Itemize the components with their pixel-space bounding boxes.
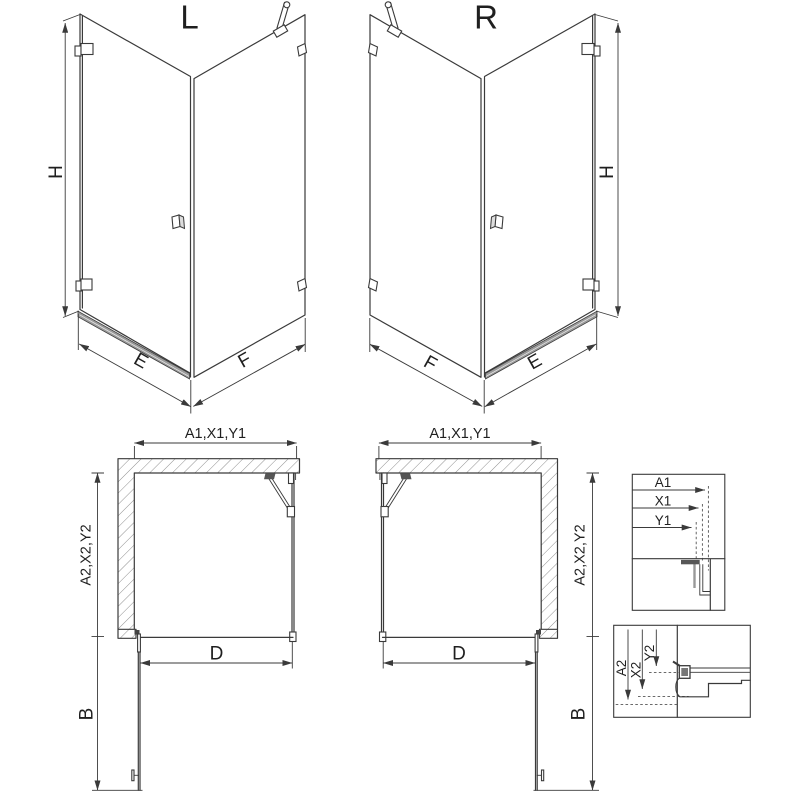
dim-opening bbox=[140, 642, 292, 669]
detail-frame bbox=[632, 474, 725, 610]
hinge-bottom bbox=[583, 279, 599, 291]
plan-view-right bbox=[376, 426, 599, 791]
dim-opening bbox=[383, 642, 535, 669]
dim-f-label: F bbox=[419, 351, 441, 376]
door-profile bbox=[138, 634, 141, 652]
support-bar bbox=[385, 2, 402, 37]
dim-opening-label: D bbox=[209, 643, 224, 665]
dim-depth-label: A2,X2,Y2 bbox=[78, 524, 95, 586]
glass-panels-outline bbox=[370, 14, 595, 377]
wall-end-cap bbox=[540, 629, 558, 638]
wall-section-lines bbox=[632, 559, 725, 611]
plan-view-left bbox=[77, 426, 300, 791]
dim-depth bbox=[79, 473, 105, 636]
dim-door-label: B bbox=[568, 707, 590, 721]
fixed-panel bbox=[382, 473, 384, 633]
tray-section bbox=[673, 662, 750, 697]
wall-end-cap bbox=[118, 629, 136, 638]
door-handle bbox=[172, 215, 185, 229]
dim-opening-label: D bbox=[452, 643, 466, 665]
door-hinge-block bbox=[380, 632, 386, 642]
a1-label: A1 bbox=[654, 475, 672, 490]
variant-label-right: R bbox=[474, 0, 498, 36]
y1-label: Y1 bbox=[654, 513, 672, 528]
iso-view-left bbox=[46, 0, 307, 414]
dim-f-label: F bbox=[234, 348, 256, 373]
dim-height-right bbox=[595, 15, 618, 318]
open-door-glass bbox=[536, 652, 538, 790]
door-profile bbox=[535, 634, 538, 652]
dim-door-swing bbox=[77, 636, 143, 790]
dim-width bbox=[379, 426, 541, 459]
dim-e-label: E bbox=[130, 348, 152, 374]
y2-label: Y2 bbox=[642, 644, 658, 662]
dim-width-right bbox=[370, 314, 597, 414]
door-handle bbox=[491, 215, 504, 229]
a2-label: A2 bbox=[613, 659, 629, 677]
dim-width-left bbox=[78, 314, 305, 414]
variant-label-left: L bbox=[180, 0, 199, 36]
dim-depth bbox=[573, 473, 600, 636]
dim-width-label: A1,X1,Y1 bbox=[429, 425, 491, 442]
hinge-top bbox=[75, 44, 93, 57]
wall-outline bbox=[376, 459, 558, 639]
hinge-bottom bbox=[76, 279, 92, 291]
glass-panels-outline bbox=[80, 14, 305, 377]
dim-width-label: A1,X1,Y1 bbox=[184, 425, 247, 442]
dim-width bbox=[134, 426, 296, 459]
reference-dashes bbox=[696, 486, 708, 571]
tray-edge-profile bbox=[676, 678, 750, 697]
wall-profile-clamp bbox=[289, 473, 294, 484]
dim-depth-label: A2,X2,Y2 bbox=[572, 524, 589, 586]
detail-depth-reference bbox=[614, 625, 751, 717]
dim-door-swing bbox=[534, 636, 600, 790]
profile-channel bbox=[700, 564, 711, 595]
x1-label: X1 bbox=[654, 493, 672, 509]
clamp-bracket-section bbox=[681, 560, 700, 564]
dim-e-label: E bbox=[524, 349, 546, 375]
wall-profile-clamp bbox=[382, 473, 387, 484]
clamp-tab bbox=[673, 662, 680, 667]
dim-h-label: H bbox=[597, 165, 618, 179]
wall-outline bbox=[118, 459, 300, 639]
iso-view-right bbox=[369, 0, 619, 414]
glass-section bbox=[688, 668, 751, 672]
x2-label: X2 bbox=[628, 661, 644, 679]
detail-width-reference bbox=[632, 474, 725, 610]
support-bar bbox=[273, 2, 290, 37]
dim-door-label: B bbox=[76, 707, 98, 721]
open-door-glass bbox=[138, 652, 140, 790]
dim-height-left bbox=[46, 15, 80, 318]
dim-h-label: H bbox=[46, 165, 67, 179]
door-hinge-block bbox=[290, 632, 296, 642]
hinge-top bbox=[582, 44, 600, 57]
clamp-screw bbox=[681, 668, 688, 676]
fixed-panel bbox=[292, 473, 294, 633]
